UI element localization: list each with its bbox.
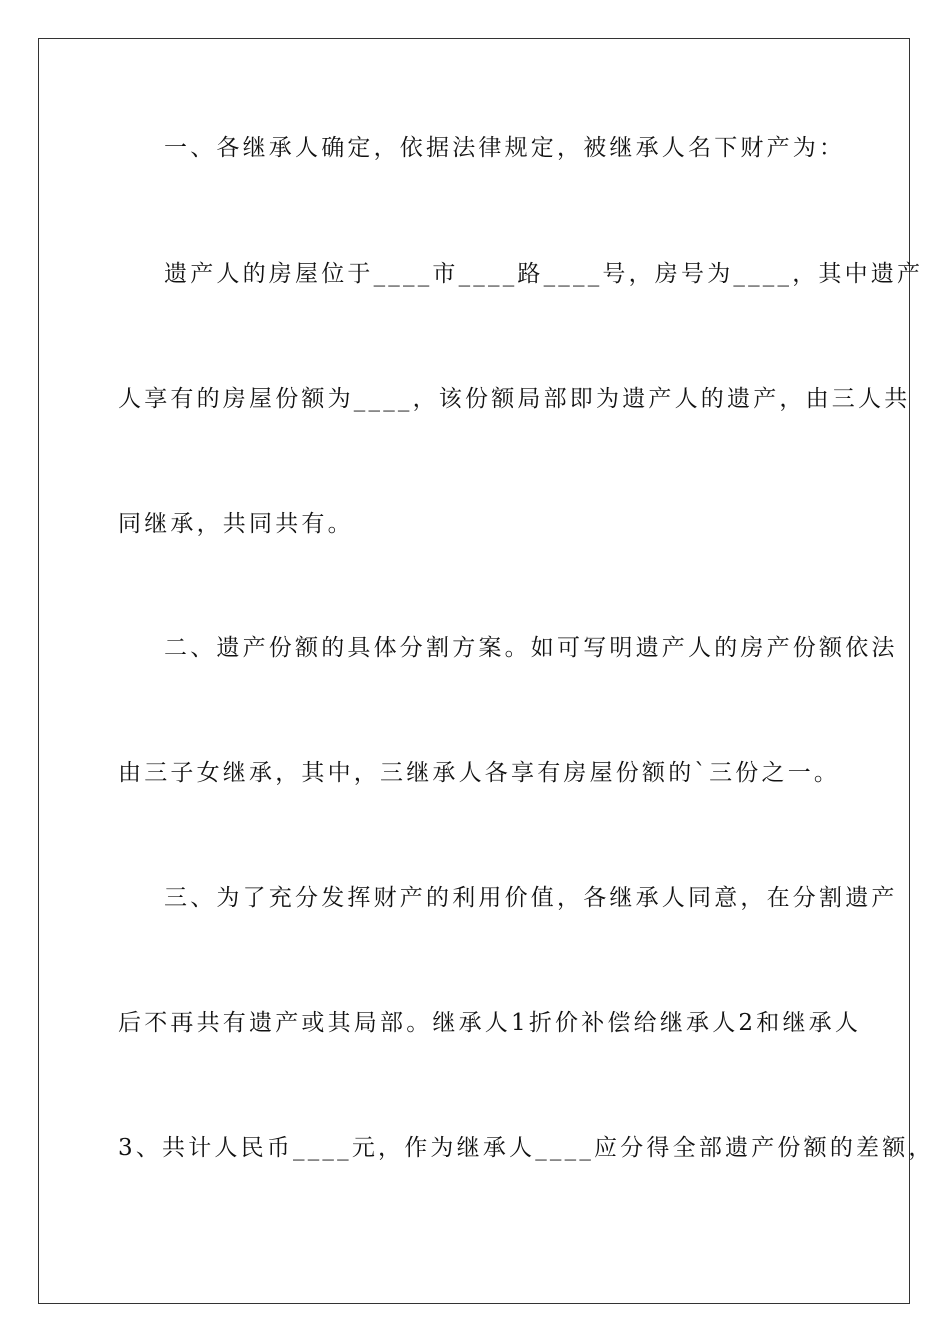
paragraph-2-line-2: 人享有的房屋份额为____，该份额局部即为遗产人的遗产，由三人共 [118, 386, 911, 412]
paragraph-4-line-2: 后不再共有遗产或其局部。继承人1折价补偿给继承人2和继承人 [118, 1010, 862, 1036]
paragraph-1-line-1: 一、各继承人确定，依据法律规定，被继承人名下财产为： [164, 135, 846, 161]
paragraph-3-line-1: 二、遗产份额的具体分割方案。如可写明遗产人的房产份额依法 [164, 635, 898, 661]
paragraph-2-line-1: 遗产人的房屋位于____市____路____号，房号为____，其中遗产 [164, 261, 924, 287]
paragraph-2-line-3: 同继承，共同共有。 [118, 511, 354, 537]
page-border [38, 38, 935, 1304]
paragraph-4-line-3: 3、共计人民币____元，作为继承人____应分得全部遗产份额的差额， [118, 1135, 935, 1161]
paragraph-4-line-1: 三、为了充分发挥财产的利用价值，各继承人同意，在分割遗产 [164, 885, 898, 911]
paragraph-3-line-2: 由三子女继承，其中，三继承人各享有房屋份额的`三份之一。 [118, 760, 841, 786]
